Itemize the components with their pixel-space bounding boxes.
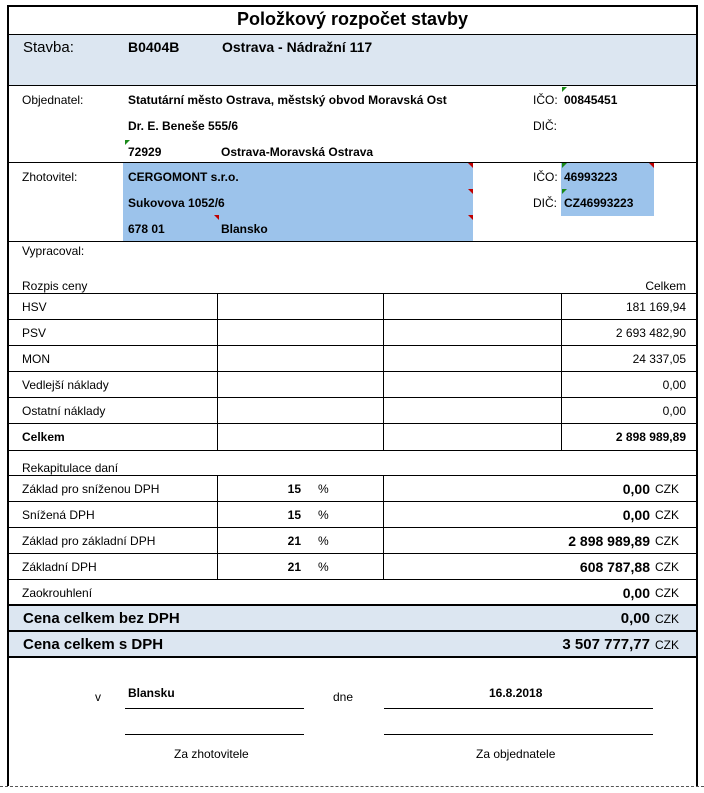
signature-line (125, 708, 304, 709)
objednatel-zip: 72929 (128, 145, 162, 159)
vypracoval-label: Vypracoval: (22, 244, 85, 258)
objednatel-signature-label: Za objednatele (476, 747, 556, 761)
dane-label: Rekapitulace daní (22, 461, 119, 475)
rozpis-row-label: HSV (22, 300, 47, 314)
divider (9, 345, 696, 346)
objednatel-street: Dr. E. Beneše 555/6 (128, 119, 239, 133)
comment-marker-icon (468, 163, 473, 168)
divider (9, 656, 696, 658)
dane-row-label: Základ pro základní DPH (22, 534, 156, 548)
divider (9, 319, 696, 320)
comment-marker-icon (562, 87, 567, 92)
bez-dph-value: 0,00 (620, 610, 650, 627)
divider (9, 475, 696, 476)
objednatel-label: Objednatel: (22, 93, 84, 107)
stavba-code: B0404B (128, 39, 180, 55)
zhotovitel-label: Zhotovitel: (22, 170, 78, 184)
rozpis-row-label: Ostatní náklady (22, 404, 106, 418)
zhotovitel-city: Blansko (221, 222, 268, 236)
comment-marker-icon (562, 189, 567, 194)
zhotovitel-dic-label: DIČ: (533, 196, 557, 210)
rozpis-row-value: 0,00 (662, 404, 686, 418)
zaokrouhleni-currency: CZK (655, 586, 679, 600)
rozpis-row-value: 181 169,94 (625, 300, 686, 314)
dane-row-currency: CZK (655, 534, 679, 548)
dane-row-value: 2 898 989,89 (568, 533, 650, 549)
rozpis-row-value: 0,00 (662, 378, 686, 392)
rozpis-row-label: PSV (22, 326, 47, 340)
signature-line (384, 708, 653, 709)
divider (9, 85, 696, 86)
v-label: v (95, 690, 101, 704)
divider (9, 293, 696, 294)
divider (9, 397, 696, 398)
zhotovitel-ico: 46993223 (564, 170, 618, 184)
dane-row-rate: 15 (287, 508, 301, 522)
rozpis-total-value: 2 898 989,89 (615, 430, 686, 444)
divider (9, 527, 696, 528)
zhotovitel-name: CERGOMONT s.r.o. (128, 170, 239, 184)
dne-label: dne (333, 690, 354, 704)
stavba-label: Stavba: (23, 39, 74, 56)
s-dph-currency: CZK (655, 638, 679, 652)
dane-row-value: 0,00 (622, 507, 650, 523)
objednatel-ico: 00845451 (564, 93, 618, 107)
objednatel-city: Ostrava-Moravská Ostrava (221, 145, 374, 159)
divider (9, 501, 696, 502)
zhotovitel-ico-label: IČO: (533, 170, 558, 184)
dane-row-pct: % (318, 508, 329, 522)
divider (9, 423, 696, 424)
rozpis-row-value: 2 693 482,90 (615, 326, 686, 340)
comment-marker-icon (214, 215, 219, 220)
objednatel-name: Statutární město Ostrava, městský obvod Moravská Ost (128, 93, 447, 107)
podpis-date: 16.8.2018 (489, 686, 543, 700)
comment-marker-icon (649, 163, 654, 168)
budget-sheet (7, 5, 698, 786)
bez-dph-currency: CZK (655, 612, 679, 626)
comment-marker-icon (468, 189, 473, 194)
page-break-line (0, 786, 704, 787)
divider (9, 553, 696, 554)
zhotovitel-zip: 678 01 (128, 222, 165, 236)
objednatel-dic-label: DIČ: (533, 119, 557, 133)
dane-row-pct: % (318, 560, 329, 574)
zhotovitel-signature-label: Za zhotovitele (174, 747, 249, 761)
dane-row-label: Základní DPH (22, 560, 97, 574)
rozpis-label: Rozpis ceny (22, 279, 88, 293)
rozpis-row-label: MON (22, 352, 50, 366)
signature-line (125, 734, 304, 735)
divider (9, 450, 696, 451)
dane-row-value: 608 787,88 (579, 559, 650, 575)
comment-marker-icon (562, 163, 567, 168)
divider (9, 241, 696, 242)
dane-row-pct: % (318, 534, 329, 548)
dane-row-rate: 21 (287, 534, 301, 548)
objednatel-ico-label: IČO: (533, 93, 558, 107)
dane-row-value: 0,00 (622, 481, 650, 497)
divider (9, 371, 696, 372)
s-dph-value: 3 507 777,77 (562, 636, 650, 653)
stavba-name: Ostrava - Nádražní 117 (222, 39, 373, 55)
rozpis-row-value: 24 337,05 (632, 352, 686, 366)
rozpis-total-label: Celkem (22, 430, 65, 444)
comment-marker-icon (125, 140, 130, 145)
dane-row-pct: % (318, 482, 329, 496)
dane-row-currency: CZK (655, 482, 679, 496)
divider (9, 579, 696, 580)
dane-row-label: Snížená DPH (22, 508, 95, 522)
zhotovitel-street: Sukovova 1052/6 (128, 196, 225, 210)
rozpis-row-label: Vedlejší náklady (22, 378, 109, 392)
dane-row-label: Základ pro sníženou DPH (22, 482, 160, 496)
page-title: Položkový rozpočet stavby (236, 9, 469, 29)
dane-row-rate: 15 (287, 482, 301, 496)
dane-row-currency: CZK (655, 508, 679, 522)
rozpis-celkem-header: Celkem (645, 279, 686, 293)
bez-dph-label: Cena celkem bez DPH (23, 610, 180, 627)
dane-row-currency: CZK (655, 560, 679, 574)
podpis-place: Blansku (128, 686, 175, 700)
zhotovitel-dic: CZ46993223 (564, 196, 634, 210)
zaokrouhleni-value: 0,00 (622, 585, 650, 601)
signature-line (384, 734, 653, 735)
dane-row-rate: 21 (287, 560, 301, 574)
s-dph-label: Cena celkem s DPH (23, 636, 164, 653)
comment-marker-icon (468, 215, 473, 220)
zaokrouhleni-label: Zaokrouhlení (22, 586, 93, 600)
